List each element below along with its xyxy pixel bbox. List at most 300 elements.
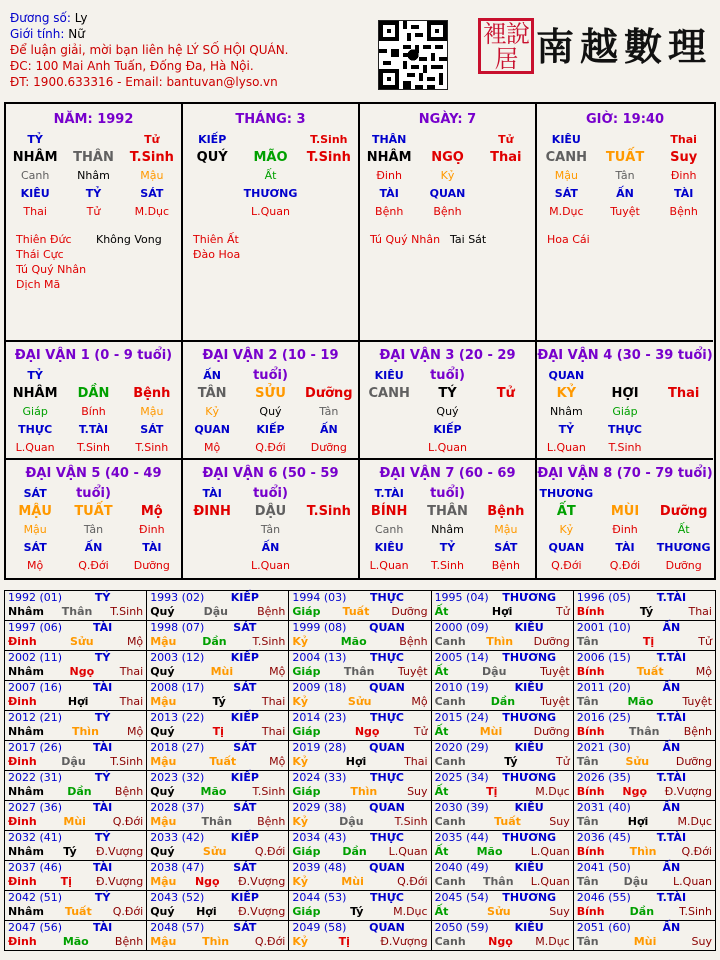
year-label: 2035 (44) [434,831,489,844]
dai-van-5 [6,460,183,578]
dai-van-can-chi-cell: THÂN [427,503,468,519]
dai-van-can-chi-cell: Mộ [140,503,163,519]
year-star: KIÊU [514,741,544,754]
year-cell [147,801,289,831]
year-cell-body [150,905,285,919]
year-label: 2008 (17) [150,681,205,694]
year-branch: Hợi [67,695,89,708]
special-star: Thái Cực [16,248,64,261]
year-stem: Bính [576,905,605,918]
year-stem: Tân [576,695,599,708]
year-life-stage: Q.Đới [397,875,428,888]
owner-value: Ly [74,11,88,25]
dai-van-can-chi-cell: MẬU [18,503,52,519]
year-stem: Canh [434,635,466,648]
year-cell [147,891,289,921]
pillar-hidden-star-cell: TỶ [85,186,102,200]
year-cell [5,711,147,741]
year-cell [5,681,147,711]
year-branch: Thìn [202,935,230,948]
year-star: TỶ [94,651,111,664]
dai-van-can-chi-cell: Dưỡng [305,385,353,401]
year-life-stage: Mộ [695,665,712,678]
pillar-can-chi [537,148,713,166]
year-stem: Kỷ [292,935,309,948]
dai-van-hidden-stem-cell: Nhâm [431,522,464,536]
dai-van-can-chi-cell: DẬU [254,503,287,519]
pillar-hidden-star-cell: KIÊU [20,186,50,200]
year-cell-header [577,711,712,725]
year-stem: Kỷ [292,875,309,888]
pillar-can-chi-cell: NHÂM [366,149,412,165]
year-star: T.TÀI [656,711,687,724]
year-cell [289,921,431,951]
dai-van-hidden-star [360,538,535,556]
year-life-stage: Đ.Vượng [95,875,144,888]
year-cell-header [8,711,143,725]
year-life-stage: Mộ [269,665,286,678]
year-stem: Bính [576,725,605,738]
year-cell-body [150,725,285,739]
year-cell-header [8,741,143,755]
year-cell-body [577,755,712,769]
year-branch: Tị [212,725,224,738]
dai-van-can-chi-cell: Thai [668,385,700,401]
year-label: 2016 (25) [576,711,631,724]
table-row [5,681,716,711]
dai-van-life-stage-cell: Dưỡng [133,558,170,572]
year-cell [573,651,715,681]
dai-van-can-chi-cell: KỶ [556,385,577,401]
year-cell-body [150,785,285,799]
dai-van-can-chi [537,502,713,520]
table-row [5,711,716,741]
year-star: THỰC [370,771,404,784]
special-star: Không Vong [96,233,162,246]
year-cell-header [8,651,143,665]
dai-van-can-chi [360,384,535,402]
year-cell [5,921,147,951]
pillar-stars-column [547,232,627,247]
year-label: 2001 (10) [576,621,631,634]
year-cell-header [8,891,143,905]
year-stem: Canh [434,695,466,708]
pillar-can-chi [6,148,181,166]
pillar-hidden-stem-cell: Tân [615,168,635,182]
year-branch: Mão [476,845,503,858]
year-label: 2032 (41) [8,831,63,844]
brand-logo: 南越數理 [536,24,713,69]
year-cell-body [435,665,570,679]
dai-van-hidden-star-cell: QUAN [548,540,585,554]
year-label: 2050 (59) [434,921,489,934]
dai-van-top-star-cell: ẤN [203,368,222,382]
year-star: THỰC [370,831,404,844]
dai-van-1 [6,342,183,460]
dai-van-can-chi-cell: SỬU [255,385,286,401]
year-cell-header [435,741,570,755]
year-cell [431,801,573,831]
year-cell-header [577,861,712,875]
year-stem: Bính [576,605,605,618]
year-cell [573,861,715,891]
pillar-hidden-star-cell: TÀI [379,186,399,200]
dai-van-can-chi-cell: BÍNH [370,503,408,519]
year-stem: Giáp [292,785,321,798]
year-star: TỶ [94,591,111,604]
year-cell [147,711,289,741]
pillar-hidden-stem-cell: Mậu [140,168,164,182]
year-star: SÁT [233,801,257,814]
year-star: QUAN [369,621,405,634]
pillar-top-star-cell: KIẾP [198,132,227,146]
dai-van-hidden-star-cell: SÁT [140,422,164,436]
year-star: TÀI [93,741,113,754]
year-life-stage: Thai [261,695,286,708]
year-branch: Mão [200,785,227,798]
year-star: QUAN [369,681,405,694]
year-cell-body [8,755,143,769]
year-cell-body [577,935,712,949]
year-stem: Đinh [8,635,37,648]
year-stem: Mậu [150,815,177,828]
year-cell-header [292,831,427,845]
year-star: THỰC [370,711,404,724]
year-stem: Nhâm [8,905,44,918]
year-cell-header [577,801,712,815]
dai-van-can-chi-cell: Dưỡng [659,503,708,519]
year-cell-body [577,845,712,859]
pillar-can-chi [360,148,535,166]
pillar-hidden-stem [537,166,713,184]
dai-van-life-stage [183,438,358,456]
dai-van-can-chi [537,384,713,402]
dai-van-hidden-star-cell: ẤN [319,422,338,436]
dai-van-can-chi-cell: Bệnh [487,503,525,519]
year-cell-header [8,591,143,605]
year-cell-body [150,665,285,679]
dai-van-life-stage [360,556,535,574]
pillar-hidden-star [6,184,181,202]
dai-van-hidden-stem [537,402,713,420]
year-life-stage: Đ.Vượng [380,935,428,948]
year-cell [5,591,147,621]
year-branch: Mùi [633,935,657,948]
year-cell-body [150,755,285,769]
year-label: 2025 (34) [434,771,489,784]
dai-van-hidden-star-cell: SÁT [494,540,518,554]
year-label: 2014 (23) [292,711,347,724]
dai-van-life-stage-cell: L.Quan [546,440,586,454]
pillar-can-chi-cell: QUÝ [196,149,228,165]
year-cell-header [8,801,143,815]
year-cell-body [577,785,712,799]
dai-van-life-stage-cell: T.Sinh [135,440,169,454]
year-cell [289,651,431,681]
year-stem: Đinh [8,695,37,708]
year-cell [431,831,573,861]
pillar-life-stage [6,202,181,220]
dai-van-can-chi-cell: TÂN [197,385,227,401]
year-cell-header [577,651,712,665]
year-life-stage: Đ.Vượng [664,785,712,798]
year-branch: Thìn [350,785,378,798]
year-branch: Ngọ [354,725,380,738]
year-label: 2024 (33) [292,771,347,784]
dai-van-hidden-stem-cell: Tân [319,404,339,418]
dai-van-title: ĐẠI VẬN 4 (30 - 39 tuổi) [537,348,713,363]
year-cell-header [435,621,570,635]
year-cell-body [435,845,570,859]
year-life-stage: Q.Đới [112,905,144,918]
pillar-life-stage-cell: Tử [86,204,101,218]
pillar-stars [6,226,181,292]
year-life-stage: Thai [688,605,712,618]
dai-van-hidden-stem-cell: Tân [260,522,281,536]
year-star: KIẾP [230,831,259,844]
year-stem: Mậu [150,635,177,648]
year-cell-body [577,635,712,649]
year-cell [289,831,431,861]
year-cell [5,651,147,681]
year-branch: Thìn [71,725,99,738]
year-cell-header [577,621,712,635]
year-label: 2044 (53) [292,891,347,904]
year-star: KIÊU [514,921,544,934]
pillar-hidden-star-cell: ẤN [616,186,634,200]
year-life-stage: Tuyệt [540,665,570,678]
phone-email-line[interactable]: ĐT: 1900.633316 - Email: bantuvan@lyso.vn [10,75,278,89]
pillar-can-chi-cell: T.Sinh [129,149,174,165]
year-star: THƯƠNG [502,711,557,724]
year-label: 2031 (40) [576,801,631,814]
year-life-stage: Thai [261,725,286,738]
year-cell-body [292,875,427,889]
year-cell-header [292,771,427,785]
dai-van-hidden-star [360,420,535,438]
year-cell-body [8,785,143,799]
year-stem: Quý [150,605,175,618]
year-cell-body [292,665,427,679]
dai-van-hidden-stem [6,520,181,538]
pillar-stars [183,226,358,262]
dai-van-life-stage [537,438,713,456]
dai-van-top-star-cell: SÁT [23,486,47,500]
year-star: ẤN [662,621,681,634]
pillar-can-chi-cell: Thai [490,149,522,165]
year-star: KIÊU [514,621,544,634]
gender-value: Nữ [68,27,85,41]
year-cell-body [292,695,427,709]
year-life-stage: Mộ [126,725,144,738]
pillar-stars-column [450,232,530,247]
annual-luck-table [4,590,716,951]
year-stem: Giáp [292,725,321,738]
year-stem: Quý [150,665,175,678]
table-row [5,771,716,801]
year-star: ẤN [662,861,681,874]
year-stem: Mậu [150,755,177,768]
dai-van-hidden-stem-cell: Đinh [612,522,638,536]
year-cell-body [435,875,570,889]
year-stem: Đinh [8,815,37,828]
year-star: T.TÀI [656,771,687,784]
year-life-stage: T.Sinh [394,815,428,828]
year-label: 2029 (38) [292,801,347,814]
year-cell-header [150,741,285,755]
year-star: SÁT [233,681,257,694]
year-cell [431,711,573,741]
year-cell-body [292,755,427,769]
year-cell-body [8,935,143,949]
year-branch: Tuất [342,605,370,618]
dai-van-life-stage-cell: L.Quan [251,558,290,572]
year-life-stage: T.Sinh [252,785,286,798]
year-cell-body [8,695,143,709]
year-label: 2043 (52) [150,891,205,904]
year-label: 2012 (21) [8,711,63,724]
year-label: 1993 (02) [150,591,205,604]
dai-van-can-chi [6,502,181,520]
year-life-stage: Bệnh [683,725,712,738]
year-label: 2009 (18) [292,681,347,694]
year-star: SÁT [233,861,257,874]
year-cell-body [435,935,570,949]
year-star: TỶ [94,831,111,844]
dai-van-can-chi-cell: MÙI [610,503,640,519]
year-label: 2018 (27) [150,741,205,754]
year-cell-body [292,845,427,859]
dai-van-title: ĐẠI VẬN 1 (0 - 9 tuổi) [14,348,173,363]
year-branch: Tuất [494,815,521,828]
year-stem: Nhâm [8,725,44,738]
year-stem: Đinh [8,755,37,768]
year-life-stage: Q.Đới [681,845,712,858]
year-cell [5,741,147,771]
year-cell-body [577,605,712,619]
year-star: ẤN [662,801,681,814]
year-star: THỰC [370,591,404,604]
year-star: QUAN [369,801,405,814]
year-stem: Giáp [292,605,321,618]
year-cell-header [150,711,285,725]
pillar-hidden-star [360,184,535,202]
year-cell [289,621,431,651]
year-label: 1998 (07) [150,621,205,634]
special-star: Đào Hoa [193,248,241,261]
pillar-title: NGÀY: 7 [418,112,477,127]
year-life-stage: Bệnh [257,815,286,828]
pillar-hidden-stem-cell: Đinh [670,168,697,182]
year-stem: Bính [576,665,605,678]
year-stem: Canh [434,755,466,768]
pillar-top-star-cell: TỶ [27,132,43,146]
year-cell [573,831,715,861]
year-label: 1995 (04) [434,591,489,604]
year-cell-header [292,681,427,695]
year-branch: Hợi [491,605,513,618]
pillar-stars-column [370,232,450,247]
year-label: 2034 (43) [292,831,347,844]
year-label: 2010 (19) [434,681,489,694]
year-branch: Dậu [623,875,649,888]
pillar-life-stage [183,202,358,220]
year-star: THƯƠNG [502,831,557,844]
pillar-can-chi-cell: TUẤT [605,149,645,165]
year-branch: Ngọ [69,665,95,678]
year-cell-body [150,845,285,859]
year-stem: Nhâm [8,665,44,678]
dai-van-title: ĐẠI VẬN 8 (70 - 79 tuổi) [537,466,713,481]
year-label: 2004 (13) [292,651,347,664]
dai-van-life-stage [183,556,358,574]
year-stem: Bính [576,845,605,858]
year-cell-body [292,725,427,739]
year-star: KIẾP [230,771,259,784]
year-cell [431,591,573,621]
year-life-stage: T.Sinh [252,635,286,648]
year-branch: Tý [212,695,226,708]
pillar-hidden-star-cell: QUAN [429,186,466,200]
special-star: Tai Sát [450,233,487,246]
pillar-can-chi-cell: Suy [670,149,698,165]
year-cell [5,831,147,861]
dai-van-hidden-stem-cell: Nhâm [550,404,583,418]
dai-van-hidden-star-cell: ẤN [261,540,280,554]
year-life-stage: Đ.Vượng [238,875,286,888]
year-stem: Canh [434,935,466,948]
year-cell-body [150,875,285,889]
year-stem: Mậu [150,695,177,708]
table-row [5,861,716,891]
pillar-hidden-stem-cell: Kỷ [440,168,455,182]
pillar-hidden-stem [360,166,535,184]
dai-van-3 [360,342,537,460]
dai-van-hidden-star-cell: THỰC [608,422,642,436]
dai-van-hidden-stem-cell: Canh [374,522,404,536]
dai-van-4 [537,342,713,460]
year-life-stage: Đ.Vượng [95,845,144,858]
year-cell [573,741,715,771]
year-life-stage: Thai [119,695,144,708]
year-life-stage: Dưỡng [391,605,428,618]
year-cell-header [435,801,570,815]
year-cell [289,891,431,921]
year-cell-header [435,891,570,905]
dai-van-hidden-star-cell: QUAN [194,422,230,436]
year-label: 2042 (51) [8,891,63,904]
dai-van-7 [360,460,537,578]
year-life-stage: Tử [413,725,428,738]
year-branch: Mùi [63,815,86,828]
year-cell [431,861,573,891]
year-stem: Canh [434,815,466,828]
year-stem: Tân [576,815,599,828]
year-life-stage: Mộ [411,695,428,708]
dai-van-hidden-stem-cell: Giáp [612,404,638,418]
pillar-hidden-star-cell: SÁT [554,186,578,200]
year-cell-header [150,801,285,815]
year-cell-header [150,861,285,875]
dai-van-hidden-star-cell: KIẾP [433,422,462,436]
year-branch: Dậu [339,815,364,828]
dai-van-hidden-stem-cell: Kỷ [205,404,220,418]
pillar-top-star [537,130,713,148]
year-life-stage: M.Dục [535,785,570,798]
year-cell-body [435,725,570,739]
pillar-hidden-stem-cell: Ất [264,168,277,182]
pillar-top-star [360,130,535,148]
